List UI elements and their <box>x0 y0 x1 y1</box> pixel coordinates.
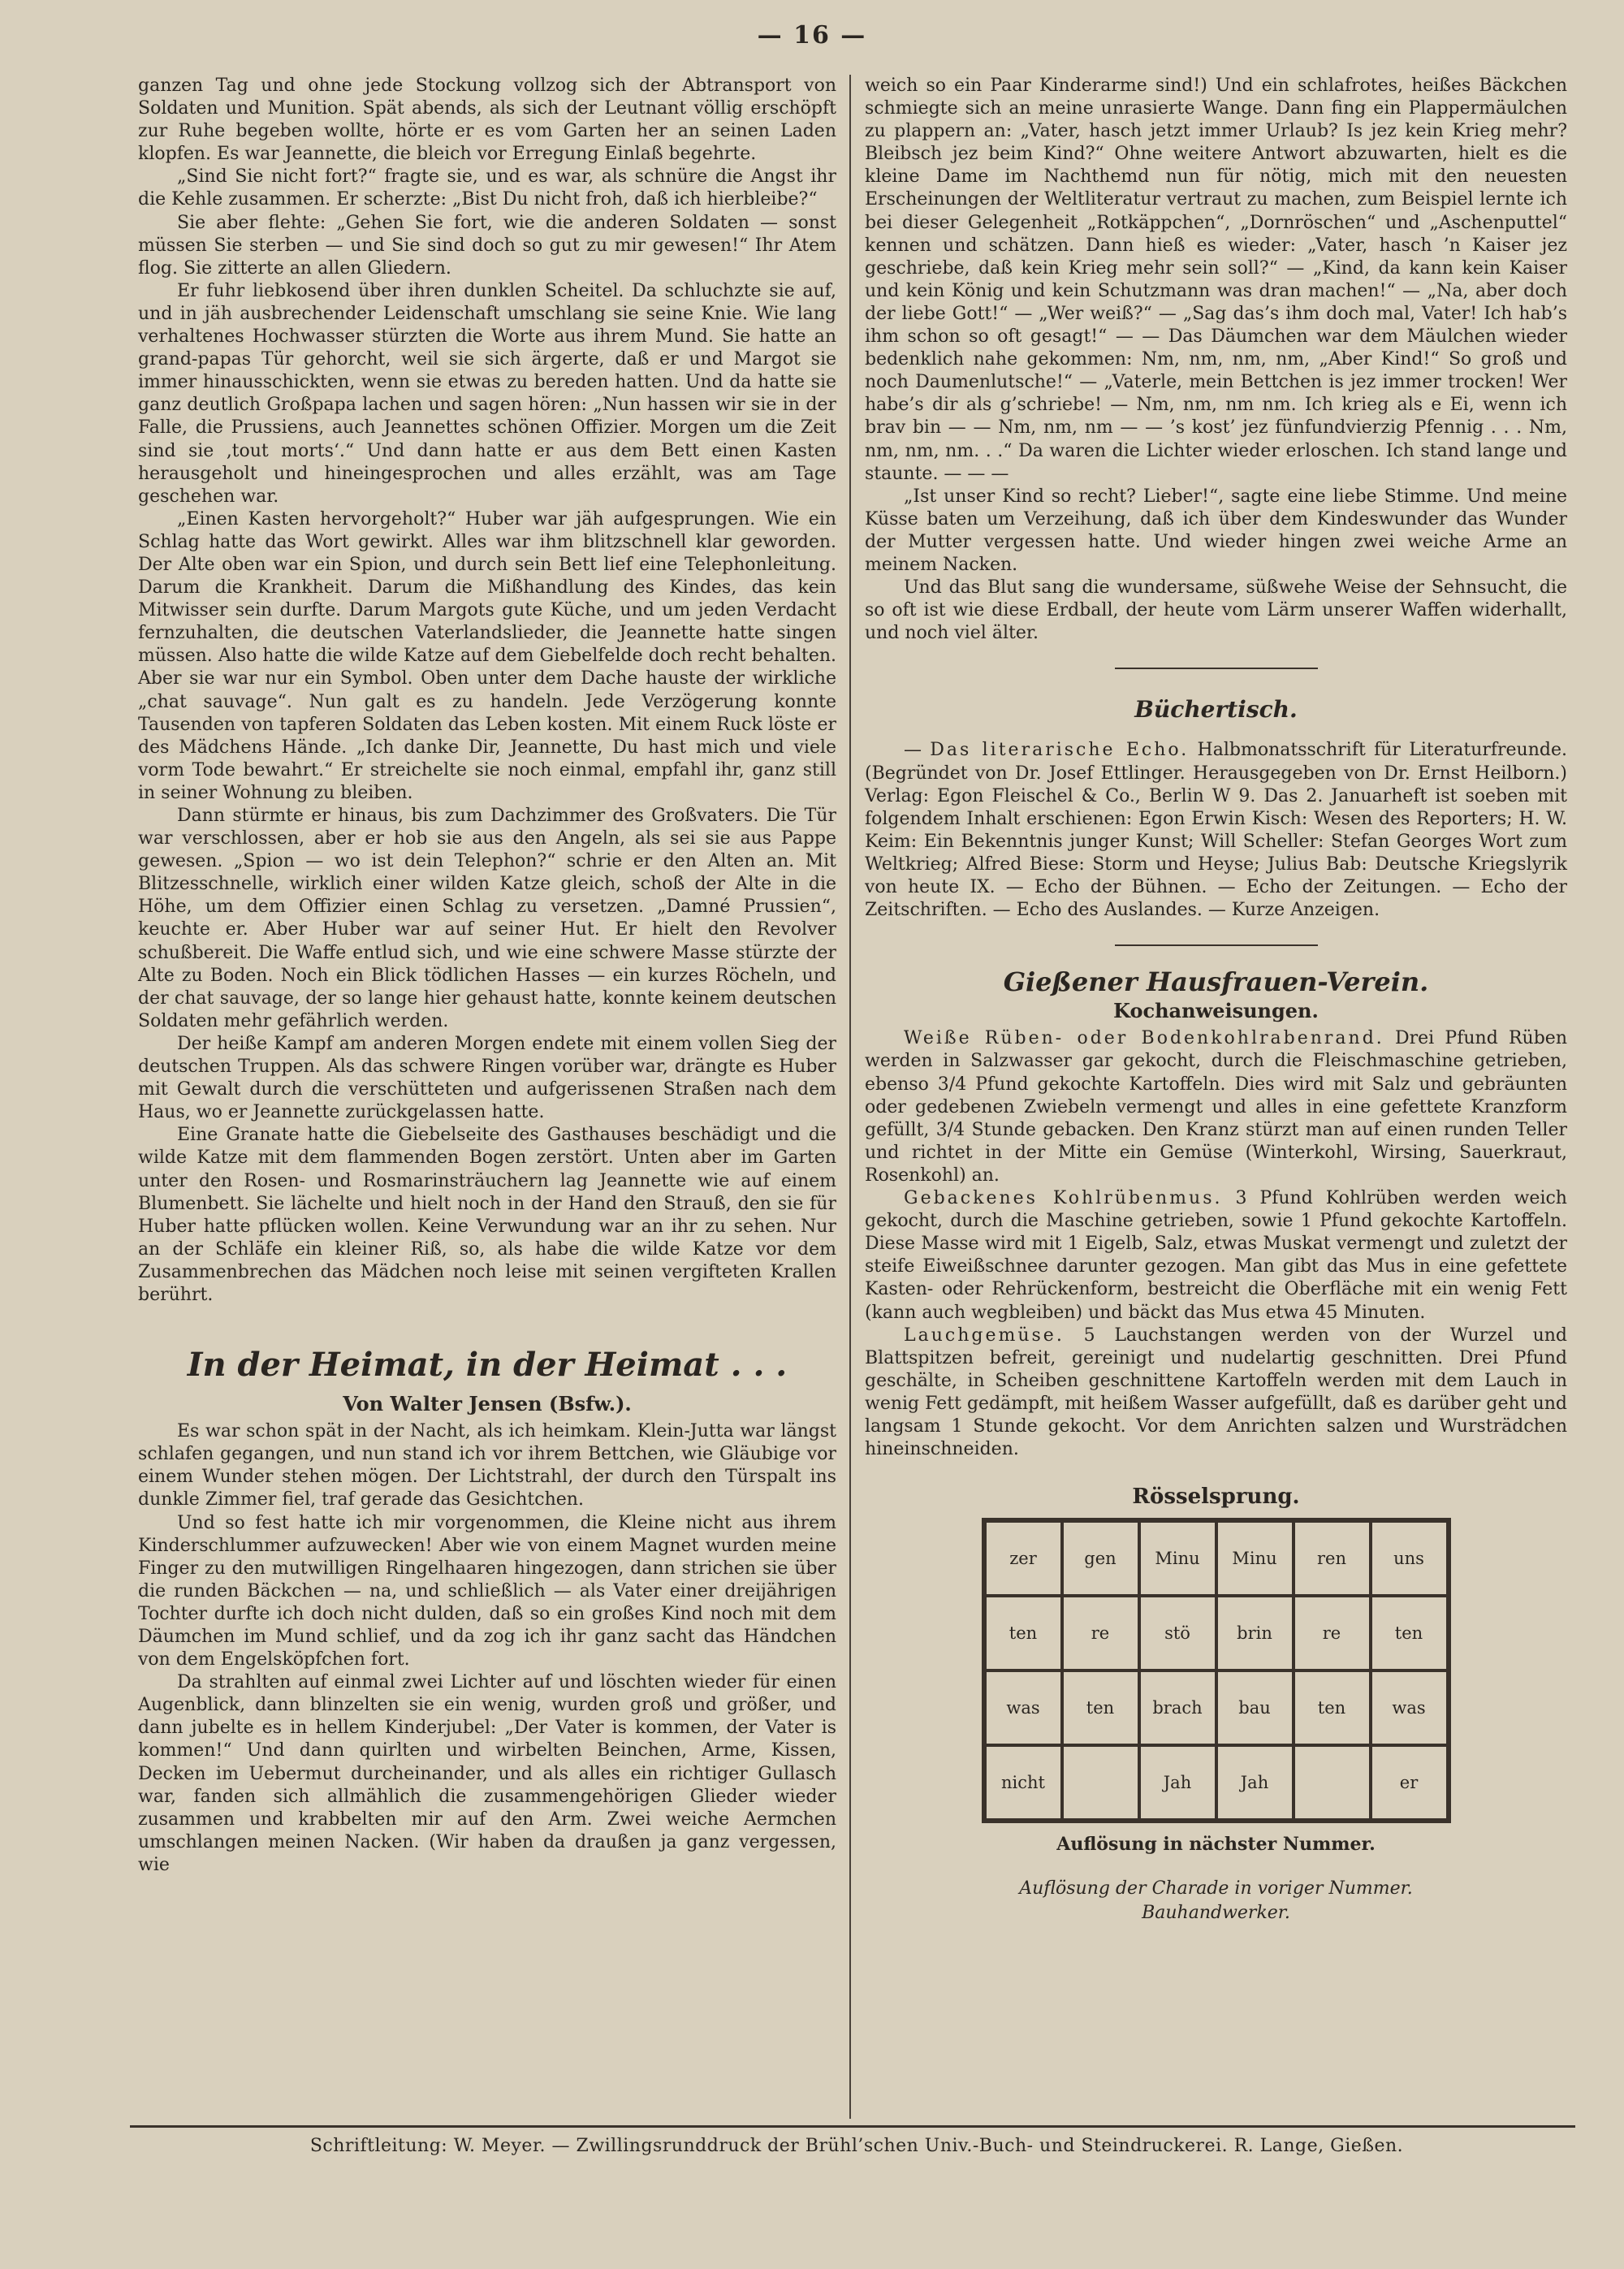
charade-label: Auflösung der Charade in voriger Nummer. <box>1019 1878 1413 1899</box>
recipe <box>865 1027 1567 1187</box>
puzzle-cell: Jah <box>1216 1745 1294 1820</box>
puzzle-solution-note: Auflösung in nächster Nummer. <box>1056 1834 1376 1856</box>
right-column <box>865 75 1567 1925</box>
books-lead: Das literarische Echo. <box>930 740 1190 761</box>
story-paragraph: „Ist unser Kind so recht? Lieber!“, sagte eine liebe Stimme. Und meine Küsse baten um Verzeihung, daß ich über dem Kindeswunder das Wunder der Mutter vergessen hatte. Und wieder hingen zwei weiche Arme an meinem Nacken. <box>865 486 1567 575</box>
recipe-text: 3 Pfund Kohlrüben werden weich gekocht, durch die Maschine getrieben, sowie 1 Pfund gekochte Kartoffeln. Diese Masse wird mit 1 Eigelb, Salz, etwas Muskat vermengt und zuletzt der steife Eiweißschnee darunter gezogen. Man gibt das Mus in eine gefettete Kasten- oder Rehrückenform, bestreicht die Oberfläche mit ein wenig Fett (kann auch wegbleiben) und bäckt das Mus etwa 45 Minuten. <box>865 1188 1567 1323</box>
puzzle-cell: Jah <box>1139 1745 1216 1820</box>
story-paragraph: Da strahlten auf einmal zwei Lichter auf und löschten wieder für einen Augenblick, dann blinzelten sie ein wenig, wurden groß und größer, und dann jubelte es in hellem Kinderjubel: „Der Vater is kommen, der Vater is kommen!“ Und dann quirlten und wirbelten Beinchen, Arme, Kissen, Decken im Uebermut durcheinander, und als alles ein richtiger Gullasch war, fanden sich allmählich die zusammengehörigen Glieder wieder zusammen und krabbelten mir auf den Arm. Zwei weiche Aermchen umschlangen meinen Nacken. (Wir haben da draußen ja ganz vergessen, wie <box>138 1672 836 1875</box>
puzzle-cell: zer <box>985 1521 1062 1596</box>
footer-rule <box>130 2125 1575 2128</box>
story-paragraph: Der heiße Kampf am anderen Morgen endete mit einem vollen Sieg der deutschen Truppen. Als das schwere Ringen vorüber war, drängte es Huber mit Gewalt durch die verschütteten und aufgerissenen Straßen nach dem Haus, wo er Jeannette zurückgelassen hatte. <box>138 1033 836 1123</box>
section-divider <box>1115 944 1318 946</box>
recipe <box>865 1325 1567 1462</box>
imprint-footer: Schriftleitung: W. Meyer. — Zwillingsrunddruck der Brühl’schen Univ.-Buch- und Steindruckerei. R. Lange, Gießen. <box>309 2136 1404 2156</box>
puzzle-cell: uns <box>1371 1521 1448 1596</box>
club-subtitle: Kochanweisungen. <box>1113 999 1319 1023</box>
story-title: In der Heimat, in der Heimat . . . <box>187 1346 788 1385</box>
story-paragraph: Es war schon spät in der Nacht, als ich heimkam. Klein-Jutta war längst schlafen gegangen, und nun stand ich vor ihrem Bettchen, wie Gläubige vor einem Wunder stehen mögen. Der Lichtstrahl, der durch den Türspalt ins dunkle Zimmer fiel, traf gerade das Gesichtchen. <box>138 1421 836 1511</box>
puzzle-cell: ten <box>1371 1596 1448 1670</box>
story-paragraph: Eine Granate hatte die Giebelseite des Gasthauses beschädigt und die wilde Katze mit dem flammenden Bogen zerstört. Unten aber im Garten unter den Rosen- und Rosmarinsträuchern lag Jeannette wie auf einem Blumenbett. Sie lächelte und hielt noch in der Hand den Strauß, den sie für Huber hatte pflücken wollen. Keine Verwundung war an ihr zu sehen. Nur an der Schläfe ein kleiner Riß, so, als habe die wilde Katze vor dem Zusammenbrechen das Mädchen noch leise mit seinen vergifteten Krallen berührt. <box>138 1125 836 1305</box>
story-paragraph: Und so fest hatte ich mir vorgenommen, die Kleine nicht aus ihrem Kinderschlummer aufzuwecken! Aber wie von einem Magnet wurden meine Finger zu den mutwilligen Ringelhaaren hingezogen, dann strichen sie über die runden Bäckchen — na, und schließlich — als Vater einer dreijährigen Tochter durfte ich doch nicht dulden, daß so ein großes Kind noch mit dem Däumchen im Mund schlief, und da zog ich ihr ganz sacht das Händchen von dem Engelsköpfchen fort. <box>138 1512 836 1670</box>
puzzle-cell: Minu <box>1216 1521 1294 1596</box>
puzzle-cell <box>1294 1745 1371 1820</box>
puzzle-cell <box>1062 1745 1139 1820</box>
charade-answer: Bauhandwerker. <box>1142 1903 1290 1924</box>
story-paragraph: Er fuhr liebkosend über ihren dunklen Scheitel. Da schluchzte sie auf, und in jäh ausbrechender Leidenschaft umschlang sie seine Knie. Wie lang verhaltenes Hochwasser stürzten die Worte aus ihrem Mund. Sie hatte an grand-papas Tür gehorcht, weil sie sich ärgerte, daß er und Margot sie immer hinausschickten, wenn sie etwas zu bereden hatten. Und da hatte sie ganz deutlich Großpapa lachen und sagen hören: „Nun hassen wir sie in der Falle, die Prussiens, auch Jeannettes schönen Offizier. Morgen um die Zeit sind sie ‚tout morts‘.“ Und dann hatte er aus dem Bett einen Kasten herausgeholt und hineingesprochen und alles erzählt, was am Tage geschehen war. <box>138 280 836 507</box>
books-notice: — Das literarische Echo. Halbmonatsschrift für Literaturfreunde. (Begründet von Dr. Josef Ettlinger. Herausgegeben von Dr. Ernst Heilborn.) Verlag: Egon Fleischel & Co., Berlin W 9. Das 2. Januarheft ist soeben mit folgendem Inhalt erschienen: Egon Erwin Kisch: Wesen des Reporters; H. W. Keim: Ein Bekenntnis junger Kunst; Will Scheller: Stefan Georges Wort zum Weltkrieg; Alfred Biese: Storm und Heyse; Julius Bab: Deutsche Kriegslyrik von heute IX. — Echo der Bühnen. — Echo der Zeitungen. — Echo der Zeitschriften. — Echo des Auslandes. — Kurze Anzeigen. <box>865 740 1567 921</box>
club-title: Gießener Hausfrauen-Verein. <box>1003 966 1429 998</box>
puzzle-cell: ten <box>1062 1670 1139 1745</box>
books-text: Halbmonatsschrift für Literaturfreunde. (Begründet von Dr. Josef Ettlinger. Herausgegeben von Dr. Ernst Heilborn.) Verlag: Egon Fleischel & Co., Berlin W 9. Das 2. Januarheft ist soeben mit folgendem Inhalt erschienen: Egon Erwin Kisch: Wesen des Reporters; H. W. Keim: Ein Bekenntnis junger Kunst; Will Scheller: Stefan Georges Wort zum Weltkrieg; Alfred Biese: Storm und Heyse; Julius Bab: Deutsche Kriegslyrik von heute IX. — Echo der Bühnen. — Echo der Zeitungen. — Echo der Zeitschriften. — Echo des Auslandes. — Kurze Anzeigen. <box>865 740 1567 921</box>
puzzle-cell: ren <box>1294 1521 1371 1596</box>
puzzle-cell: brin <box>1216 1596 1294 1670</box>
puzzle-cell: re <box>1062 1596 1139 1670</box>
puzzle-cell: ten <box>985 1596 1062 1670</box>
puzzle-cell: was <box>1371 1670 1448 1745</box>
books-section-title: Büchertisch. <box>1134 696 1298 724</box>
story-paragraph: Dann stürmte er hinaus, bis zum Dachzimmer des Großvaters. Die Tür war verschlossen, aber er hob sie aus den Angeln, als sei sie aus Pappe gewesen. „Spion — wo ist dein Telephon?“ schrie er den Alten an. Mit Blitzesschnelle, wirklich einer wilden Katze gleich, schoß der Alte in die Höhe, um dem Offizier einen Schlag zu versetzen. „Damné Prussien“, keuchte er. Aber Huber war auf seiner Hut. Er hielt den Revolver schußbereit. Die Waffe entlud sich, und wie eine schwere Masse stürzte der Alte zu Boden. Noch ein Blick tödlichen Hasses — ein kurzes Röcheln, und der chat sauvage, der so lange hier gehaust hatte, konnte keinem deutschen Soldaten mehr gefährlich werden. <box>138 806 836 1031</box>
story-paragraph: „Sind Sie nicht fort?“ fragte sie, und es war, als schnüre die Angst ihr die Kehle zusammen. Er scherzte: „Bist Du nicht froh, daß ich hierbleibe?“ <box>138 166 836 210</box>
puzzle-cell: brach <box>1139 1670 1216 1745</box>
recipe-name: Gebackenes Kohlrübenmus. <box>904 1188 1223 1209</box>
charade-solution <box>865 1877 1567 1925</box>
puzzle-cell: gen <box>1062 1521 1139 1596</box>
puzzle-cell: was <box>985 1670 1062 1745</box>
recipe-name: Weiße Rüben- oder Bodenkohlrabenrand. <box>904 1028 1384 1049</box>
puzzle-title: Rösselsprung. <box>1132 1485 1300 1510</box>
recipe-text: Drei Pfund Rüben werden in Salzwasser gar gekocht, durch die Fleischmaschine getrieben, ebenso 3/4 Pfund gekochte Kartoffeln. Dies wird mit Salz und gebräunten oder gedebenen Zwiebeln vermengt und alles in eine gefettete Kranzform gefüllt, 3/4 Stunde gebacken. Den Kranz stürzt man auf einen runden Teller und richtet in der Mitte ein Gemüse (Winterkohl, Wirsing, Sauerkraut, Rosenkohl) an. <box>865 1028 1567 1186</box>
puzzle-cell: bau <box>1216 1670 1294 1745</box>
story-paragraph: Sie aber flehte: „Gehen Sie fort, wie die anderen Soldaten — sonst müssen Sie sterben — und Sie sind doch so gut zu mir gewesen!“ Ihr Atem flog. Sie zitterte an allen Gliedern. <box>138 212 836 279</box>
column-divider <box>849 75 851 2119</box>
recipe-name: Lauchgemüse. <box>904 1325 1065 1346</box>
puzzle-cell: re <box>1294 1596 1371 1670</box>
recipe <box>865 1187 1567 1325</box>
puzzle-cell: stö <box>1139 1596 1216 1670</box>
story-paragraph: weich so ein Paar Kinderarme sind!) Und ein schlafrotes, heißes Bäckchen schmiegte sich an meine unrasierte Wange. Dann fing ein Plappermäulchen zu plappern an: „Vater, hasch jetzt immer Urlaub? Is jez kein Krieg mehr? Bleibsch jez beim Kind?“ Ohne weitere Antwort abzuwarten, hielt es die kleine Dame im Nachthemd nun für nötig, mich mit den neuesten Erscheinungen der Weltliteratur vertraut zu machen, zum Beispiel lernte ich bei dieser Gelegenheit „Rotkäppchen“, „Dornröschen“ und „Aschenputtel“ kennen und schätzen. Dann hieß es wieder: „Vater, hasch ’n Kaiser jez geschriebe, daß kein Krieg mehr sein soll?“ — „Kind, da kann kein Kaiser und kein König und kein Schutzmann was dran machen!“ — „Na, aber doch der liebe Gott!“ — „Wer weiß?“ — „Sag das’s ihm doch mal, Vater! Ich hab’s ihm schon so oft gesagt!“ — — Das Däumchen war dem Mäulchen wieder bedenklich nahe gekommen: Nm, nm, nm, nm, „Aber Kind!“ So groß und noch Daumenlutsche!“ — „Vaterle, mein Bettchen is jez immer trocken! Wer habe’s dir als g’schriebe! — Nm, nm, nm nm. Ich krieg als e Ei, wenn ich brav bin — — Nm, nm, nm — — ’s kost’ jez fünfundvierzig Pfennig . . . Nm, nm, nm, nm. . .“ Da waren die Lichter wieder erloschen. Ich stand lange und staunte. — — — <box>865 76 1567 484</box>
left-column <box>138 75 836 1877</box>
puzzle-cell: er <box>1371 1745 1448 1820</box>
puzzle-cell: Minu <box>1139 1521 1216 1596</box>
puzzle-cell: ten <box>1294 1670 1371 1745</box>
recipe-text: 5 Lauchstangen werden von der Wurzel und Blattspitzen befreit, gereinigt und nudelartig geschnitten. Drei Pfund geschälte, in Scheiben geschnittene Kartoffeln werden mit dem Lauch in wenig Fett gedämpft, mit heißem Wasser aufgefüllt, daß es darüber geht und langsam 1 Stunde gekocht. Vor dem Anrichten salzen und Wursträdchen hineinschneiden. <box>865 1325 1567 1460</box>
story-paragraph: „Einen Kasten hervorgeholt?“ Huber war jäh aufgesprungen. Wie ein Schlag hatte das Wort gewirkt. Alles war ihm blitzschnell klar geworden. Der Alte oben war ein Spion, und durch sein Bett lief eine Telephonleitung. Darum die Krankheit. Darum die Mißhandlung des Kindes, das kein Mitwisser sein durfte. Darum Margots gute Küche, und um jeden Verdacht fernzuhalten, die deutschen Vaterlandslieder, die Jeannette hatte singen müssen. Also hatte die wilde Katze auf dem Giebelfelde doch recht behalten. Aber sie war nur ein Symbol. Oben unter dem Dache hauste der wirkliche „chat sauvage“. Nun galt es zu handeln. Jede Verzögerung konnte Tausenden von tapferen Soldaten das Leben kosten. Mit einem Ruck löste er des Mädchens Hände. „Ich danke Dir, Jeannette, Du hast mich und viele vorm Tode bewahrt.“ Er streichelte sie noch einmal, empfahl ihr, ganz still in seiner Wohnung zu bleiben. <box>138 508 836 803</box>
section-divider <box>1115 668 1318 669</box>
knight-tour-puzzle <box>982 1518 1451 1823</box>
story-author: Von Walter Jensen (Bsfw.). <box>343 1392 632 1416</box>
puzzle-cell: nicht <box>985 1745 1062 1820</box>
page-number: — 16 — <box>757 21 867 50</box>
story-paragraph: ganzen Tag und ohne jede Stockung vollzog sich der Abtransport von Soldaten und Munition. Spät abends, als sich der Leutnant völlig erschöpft zur Ruhe begeben wollte, hörte er es vom Garten her an seinen Laden klopfen. Es war Jeannette, die bleich vor Erregung Einlaß begehrte. <box>138 76 836 165</box>
story-paragraph: Und das Blut sang die wundersame, süßwehe Weise der Sehnsucht, die so oft ist wie diese Erdball, der heute vom Lärm unserer Waffen widerhallt, und noch viel älter. <box>865 577 1567 644</box>
